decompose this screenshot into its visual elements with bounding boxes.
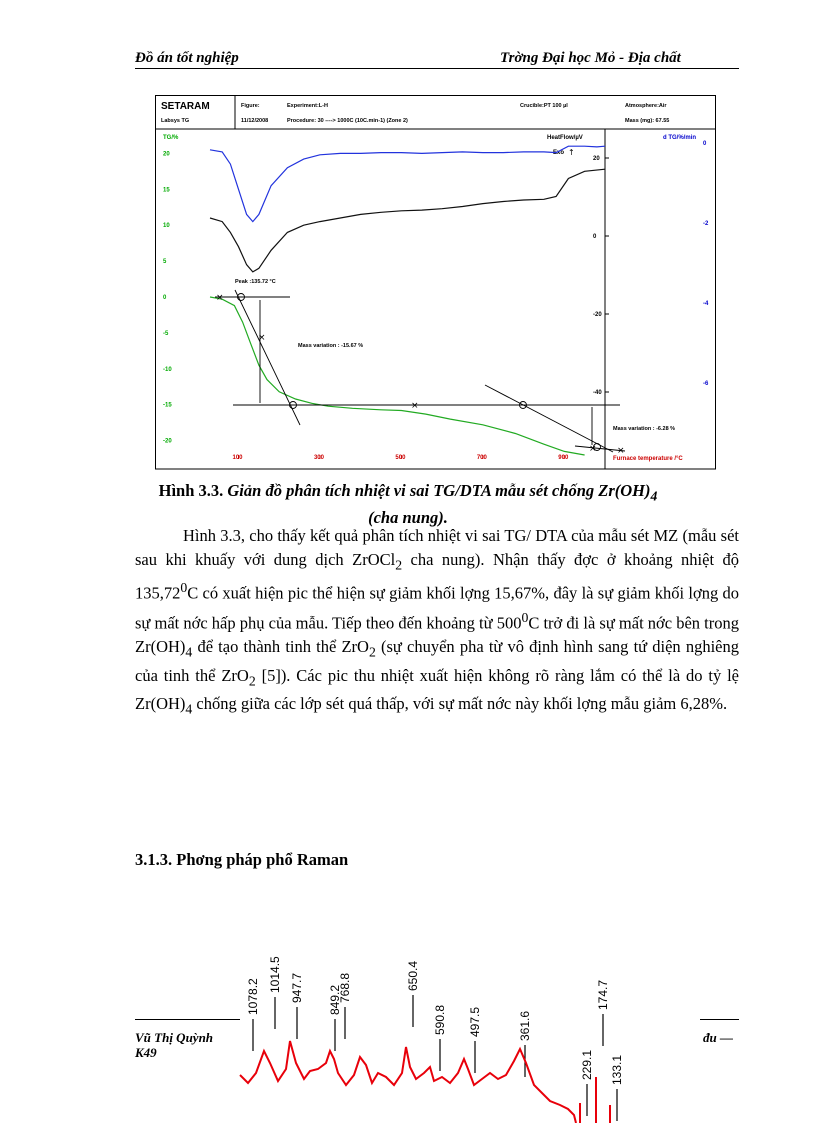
y-right-tick-label: -4 (703, 301, 709, 307)
peak-annotation: Peak :135.72 °C (235, 279, 276, 285)
x-tick-label: 300 (313, 455, 324, 461)
header-rule (135, 68, 739, 69)
para-sub-1: 2 (395, 556, 403, 572)
footer-rule-right (700, 1019, 739, 1020)
para-text-8: chống giữa các lớp sét quá thấp, với sự mất nớc này khối lợng mẫu giảm 6,28%. (192, 694, 728, 714)
para-text-4: C trở đi là sự mất nớc bên trong Zr(OH) (135, 613, 739, 656)
body-paragraph (135, 524, 739, 721)
info-box (156, 96, 716, 130)
raman-peak-label: 361.6 (518, 1010, 532, 1041)
para-sub-3: 2 (368, 643, 376, 659)
header-right: Trờng Đại học Mỏ - Địa chất (500, 50, 681, 66)
y-right-title: d TG/%/min (663, 135, 696, 141)
y-mid-tick-label: -20 (593, 312, 602, 318)
para-text-1: Hình 3.3, cho thấy kết quả phân tích nhiệt vi sai TG/ DTA của mẫu sét MZ (mẫu sét sau khi khuấy với dung dịch ZrOCl (135, 526, 739, 569)
y-mid-tick-label: -40 (593, 390, 602, 396)
mass-text: Mass (mg): 67.55 (625, 118, 670, 124)
y-right-tick-label: -2 (703, 221, 709, 227)
y-mid-tick-label: 20 (593, 156, 600, 162)
raman-peak-label: 947.7 (290, 972, 304, 1003)
para-text-2: cha nung). Nhận thấy đợc ở khoảng nhiệt độ 135,72 (135, 549, 739, 603)
para-sub-5: 4 (185, 701, 193, 717)
para-sup-1: 0 (180, 580, 188, 596)
footer-rule-left (135, 1019, 240, 1020)
atmosphere-text: Atmosphere:Air (625, 103, 667, 109)
raman-peak-label: 590.8 (433, 1004, 447, 1035)
y-left-tick-label: 0 (163, 295, 167, 301)
x-tick-label: 100 (232, 455, 243, 461)
svg-text:×: × (216, 293, 224, 303)
footer-right: đu — (703, 1030, 733, 1045)
y-left-tick-label: 5 (163, 259, 167, 266)
x-tick-label: 900 (558, 455, 569, 461)
caption-label: Hình 3.3. (158, 481, 224, 500)
caption-line2: (cha nung). (368, 508, 448, 528)
figure-caption (0, 480, 816, 529)
y-right-tick-label: -6 (703, 381, 709, 387)
raman-peak-label: 497.5 (468, 1006, 482, 1037)
mass-variation-2: Mass variation : -6.28 % (613, 426, 676, 432)
y-mid-title: HeatFlow/µV (547, 135, 583, 141)
raman-peak-label: 229.1 (580, 1049, 594, 1080)
tga-dta-chart (155, 95, 716, 470)
svg-text:×: × (617, 446, 625, 456)
x-axis-title: Furnace temperature /°C (613, 456, 683, 462)
raman-spectrum (230, 955, 650, 1123)
svg-text:×: × (411, 401, 419, 411)
svg-text:×: × (258, 333, 266, 343)
para-text-6: (sự chuyển pha từ vô định hình sang tứ diện nghiêng của tinh thể ZrO (135, 636, 739, 685)
section-heading: 3.1.3. Phơng pháp phổ Raman (135, 850, 349, 869)
caption-text: Giản đồ phân tích nhiệt vi sai TG/DTA mẫu sét chống Zr(OH) (223, 481, 651, 500)
experiment-text: Experiment:L-H (287, 103, 328, 109)
para-sup-2: 0 (521, 609, 529, 625)
crucible-text: Crucible:PT 100 µl (520, 103, 568, 109)
raman-peak-label: 768.8 (338, 972, 352, 1003)
figure-label: Figure: (241, 103, 260, 109)
caption-sub: 4 (650, 488, 658, 504)
raman-peak-label: 1014.5 (268, 956, 282, 993)
para-sub-4: 2 (248, 672, 256, 688)
raman-peak-label: 849.2 (328, 984, 342, 1015)
date-text: 11/12/2008 (241, 118, 269, 124)
raman-peak-label: 1078.2 (246, 978, 260, 1015)
y-left-tick-label: 20 (163, 151, 170, 158)
para-text-5: để tạo thành tinh thể ZrO (192, 636, 369, 656)
para-text-3: C có xuất hiện pic thể hiện sự giảm khối lợng 15,67%, đây là sự giảm khối lợng do sự mất nớc hấp phụ của mẫu. Tiếp theo đến khoảng từ 500 (135, 583, 739, 633)
raman-peak-label: 133.1 (610, 1054, 624, 1085)
footer-class: K49 (135, 1045, 157, 1060)
y-left-tick-label: -5 (163, 330, 169, 337)
y-right-tick-label: 0 (703, 141, 707, 147)
raman-peak-label: 650.4 (406, 960, 420, 991)
y-left-tick-label: -15 (163, 402, 172, 409)
y-left-tick-label: -10 (163, 366, 172, 373)
brand-text: SETARAM (161, 101, 210, 112)
y-left-tick-label: 15 (163, 187, 170, 194)
x-tick-label: 700 (476, 455, 487, 461)
procedure-text: Procedure: 30 ----> 1000C (10C.min-1) (Zone 2) (287, 118, 408, 124)
y-mid-tick-label: 0 (593, 234, 597, 240)
para-sub-2: 4 (185, 643, 193, 659)
svg-text:×: × (589, 444, 597, 454)
y-left-title: TG/% (163, 135, 179, 141)
brand-sub-text: Labsys TG (161, 118, 190, 124)
y-left-tick-label: 10 (163, 223, 170, 230)
exo-arrow-icon: ↑ (568, 148, 575, 157)
footer-author: Vũ Thị Quỳnh (135, 1030, 214, 1045)
raman-peak-label: 174.7 (596, 979, 610, 1010)
mass-variation-1: Mass variation : -15.67 % (298, 343, 364, 349)
y-left-tick-label: -20 (163, 438, 172, 445)
para-text-7: [5]). Các pic thu nhiệt xuất hiện không rõ ràng lắm có thể là do tỷ lệ Zr(OH) (135, 665, 739, 714)
header-left: Đồ án tốt nghiệp (135, 50, 239, 66)
exo-label: Exo (553, 150, 565, 156)
x-tick-label: 500 (395, 455, 406, 461)
